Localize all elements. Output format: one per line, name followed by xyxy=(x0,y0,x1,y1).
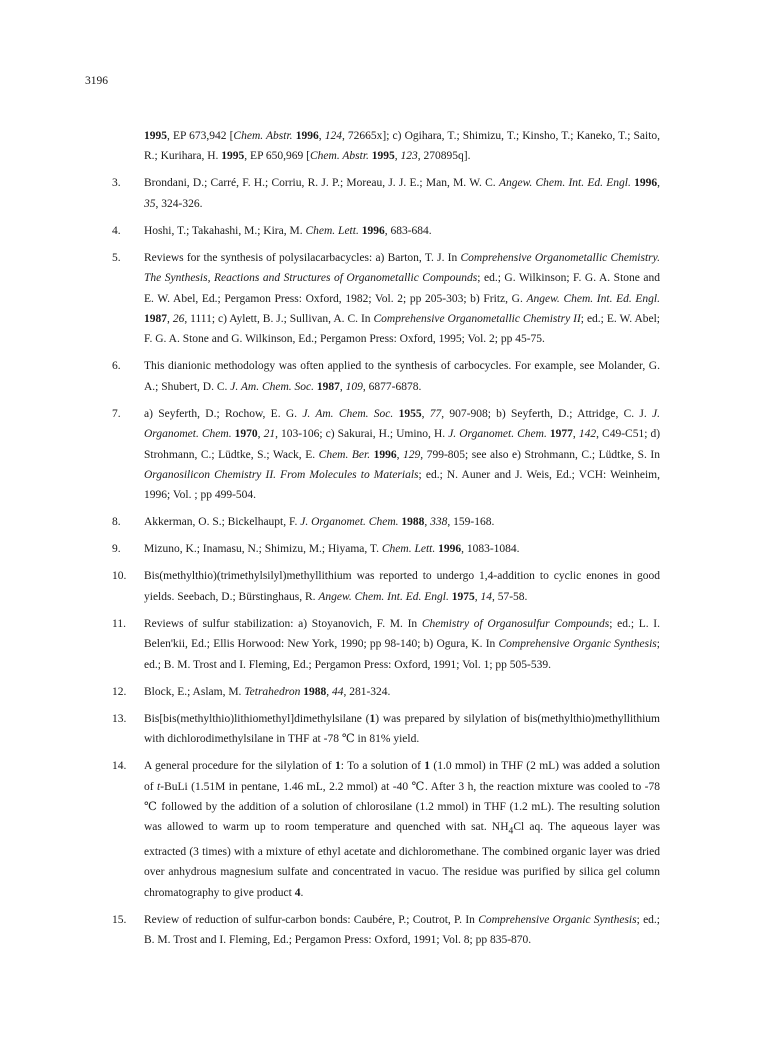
reference-segment: J. Organomet. Chem. xyxy=(448,428,547,441)
reference-segment: Angew. Chem. Int. Ed. Engl. xyxy=(318,590,449,603)
reference-segment: , xyxy=(421,407,430,420)
reference-segment: , xyxy=(474,590,481,603)
reference-segment: ; ed.; N. Auner and J. Weis, Ed.; VCH: Weinheim, 1996; Vol. ; pp 499-504. xyxy=(144,469,660,502)
reference-segment: 35 xyxy=(144,197,156,210)
reference-segment: 1 xyxy=(424,760,431,773)
reference-item xyxy=(112,173,660,214)
reference-item xyxy=(112,126,660,167)
reference-segment: Comprehensive Organometallic Chemistry II xyxy=(373,313,581,326)
reference-segment: 338 xyxy=(430,516,448,529)
reference-segment: , xyxy=(339,380,346,393)
reference-number: 7. xyxy=(112,407,121,420)
reference-segment: Chem. Ber. xyxy=(318,448,371,461)
reference-segment: 1 xyxy=(369,712,376,725)
reference-segment: ; ed.; B. M. Trost and I. Fleming, Ed.; Pergamon Press: Oxford, 1991; Vol. 1; pp 505-539. xyxy=(144,638,660,671)
reference-segment: , 270895q]. xyxy=(417,150,471,163)
reference-segment: Chem. Abstr. xyxy=(310,150,369,163)
reference-number: 15. xyxy=(112,913,127,926)
reference-text xyxy=(144,614,660,675)
reference-segment: : To a solution of xyxy=(340,760,425,773)
reference-segment: 4 xyxy=(508,825,514,837)
reference-segment: Review of reduction of sulfur-carbon bonds: Caubére, P.; Coutrot, P. In xyxy=(144,913,479,926)
reference-item xyxy=(112,404,660,506)
reference-segment: 1995 xyxy=(144,130,167,142)
reference-text xyxy=(144,910,660,951)
reference-number: 6. xyxy=(112,360,121,373)
reference-segment: ; ed.; B. M. Trost and I. Fleming, Ed.; Pergamon Press: Oxford, 1991; Vol. 8; pp 835-870. xyxy=(144,913,660,947)
reference-segment: 1955 xyxy=(398,407,422,420)
reference-text xyxy=(144,756,660,903)
reference-segment: 1995 xyxy=(371,150,395,163)
reference-text xyxy=(144,709,660,750)
reference-segment: ; ed.; E. W. Abel; F. G. A. Stone and G. Wilkinson, Ed.; Pergamon Press: Oxford, 1995; Vol. 2; pp 45-75. xyxy=(144,313,661,346)
reference-segment: , 72665x]; c) Ogihara, T.; Shimizu, T.; Kinsho, T.; Kaneko, T.; Saito, R.; Kurihara, H. xyxy=(144,130,661,163)
reference-segment: Reviews for the synthesis of polysilacarbacycles: a) Barton, T. J. In xyxy=(144,251,461,264)
reference-segment: J. Am. Chem. Soc. xyxy=(230,380,315,393)
reference-segment: Mizuno, K.; Inamasu, N.; Shimizu, M.; Hiyama, T. xyxy=(144,543,382,556)
reference-number: 5. xyxy=(112,251,121,264)
reference-number: 14. xyxy=(112,760,127,773)
reference-segment: , 799-805; see also e) Strohmann, C.; Lüdtke, S. In xyxy=(420,448,660,461)
reference-segment: 1996 xyxy=(634,177,658,190)
reference-text xyxy=(144,566,660,607)
reference-item xyxy=(112,221,660,241)
reference-segment: Organosilicon Chemistry II. From Molecules to Materials xyxy=(144,469,419,482)
reference-segment: , xyxy=(326,685,332,698)
reference-segment: J. Am. Chem. Soc. xyxy=(302,407,394,420)
reference-segment: Chemistry of Organosulfur Compounds xyxy=(421,617,610,630)
reference-segment: 26 xyxy=(172,313,185,326)
reference-segment: Tetrahedron xyxy=(244,685,301,698)
reference-number: 9. xyxy=(112,543,121,556)
reference-segment: Chem. Lett. xyxy=(305,224,359,237)
reference-segment: , xyxy=(318,130,325,142)
reference-segment: 1977 xyxy=(549,428,573,441)
reference-segment: , 1083-1084. xyxy=(461,543,520,556)
reference-segment: 1988 xyxy=(401,516,425,529)
reference-segment: Bis(methylthio)(trimethylsilyl)methyllithium was reported to undergo 1,4-addition to cyclic enones in good yields. Seebach, D.; Bürstinghaus, R. xyxy=(144,570,660,603)
reference-segment: , xyxy=(572,428,579,441)
reference-segment: . xyxy=(300,886,304,899)
reference-segment: 1996 xyxy=(295,130,319,142)
reference-segment: , 683-684. xyxy=(384,224,432,237)
reference-segment: 77 xyxy=(429,407,442,420)
reference-number: 13. xyxy=(112,712,127,725)
reference-segment: 4 xyxy=(294,886,301,899)
reference-segment: 1970 xyxy=(234,428,258,441)
reference-segment: Comprehensive Organic Synthesis xyxy=(478,913,637,926)
reference-item xyxy=(112,756,660,903)
reference-segment: J. Organomet. Chem. xyxy=(144,407,661,441)
reference-segment: 1988 xyxy=(303,685,327,698)
page-number: 3196 xyxy=(85,75,108,87)
reference-segment: A general procedure for the silylation of xyxy=(144,760,335,773)
reference-segment: , xyxy=(424,516,431,529)
reference-segment: 124 xyxy=(324,130,342,142)
reference-segment: Block, E.; Aslam, M. xyxy=(144,685,245,698)
reference-text xyxy=(144,173,660,214)
reference-list xyxy=(112,126,660,957)
reference-segment: , 907-908; b) Seyferth, D.; Attridge, C. J. xyxy=(441,407,653,420)
reference-segment: , 324-326. xyxy=(155,197,203,210)
reference-segment: 1996 xyxy=(438,543,462,556)
reference-segment: Bis[bis(methylthio)lithiomethyl]dimethylsilane ( xyxy=(144,712,370,725)
reference-segment: 14 xyxy=(480,590,492,603)
reference-text xyxy=(144,682,660,702)
reference-segment: 1996 xyxy=(361,224,385,237)
reference-segment: Hoshi, T.; Takahashi, M.; Kira, M. xyxy=(144,224,306,237)
reference-segment: Comprehensive Organic Synthesis xyxy=(498,638,657,651)
reference-segment: t xyxy=(157,780,161,793)
reference-segment: , 159-168. xyxy=(447,516,495,529)
reference-segment: 1996 xyxy=(373,448,397,461)
reference-segment: 1975 xyxy=(451,590,475,603)
reference-item xyxy=(112,566,660,607)
reference-segment: Reviews of sulfur stabilization: a) Stoyanovich, F. M. In xyxy=(144,617,422,630)
reference-segment: , 1111; c) Aylett, B. J.; Sullivan, A. C. In xyxy=(184,313,374,326)
reference-segment: Comprehensive Organometallic Chemistry. The Synthesis, Reactions and Structures of Organometallic Compounds xyxy=(144,251,660,285)
reference-number: 3. xyxy=(112,177,121,190)
reference-text xyxy=(144,539,660,559)
reference-segment: , EP 673,942 [ xyxy=(167,130,234,142)
reference-segment: ; ed.; G. Wilkinson; F. G. A. Stone and E. W. Abel, Ed.; Pergamon Press: Oxford, 1982; Vol. 2; pp 205-303; b) Fritz, G. xyxy=(144,272,660,305)
reference-number: 10. xyxy=(112,570,127,583)
reference-item xyxy=(112,539,660,559)
reference-segment: a) Seyferth, D.; Rochow, E. G. xyxy=(144,407,303,420)
reference-segment: Chem. Lett. xyxy=(381,543,436,556)
reference-segment: , 281-324. xyxy=(343,685,391,698)
reference-segment: 109 xyxy=(345,380,363,393)
reference-segment: -BuLi (1.51M in pentane, 1.46 mL, 2.2 mmol) at -40 ℃. After 3 h, the reaction mixture was cooled to -78 ℃ followed by the addition of a solution of chlorosilane (1.2 mmol) in THF (1.2 mL). The resulting solution was allowed to warm up to room temperature and quenched with sat. NH xyxy=(144,780,660,834)
reference-text xyxy=(144,356,660,397)
reference-text xyxy=(144,221,660,241)
reference-item xyxy=(112,248,660,350)
reference-item xyxy=(112,910,660,951)
reference-text xyxy=(144,404,660,506)
reference-item xyxy=(112,682,660,702)
reference-segment: , C49-C51; d) Strohmann, C.; Lüdtke, S.; Wack, E. xyxy=(144,428,661,461)
reference-number: 4. xyxy=(112,224,121,237)
reference-segment: Chem. Abstr. xyxy=(233,130,293,142)
reference-item xyxy=(112,709,660,750)
reference-segment: (1.0 mmol) in THF (2 mL) was added a solution of xyxy=(144,760,660,793)
reference-number: 12. xyxy=(112,685,127,698)
reference-number xyxy=(112,126,144,167)
reference-segment: Angew. Chem. Int. Ed. Engl. xyxy=(526,292,660,305)
reference-segment: Cl aq. The aqueous layer was extracted (3 times) with a mixture of ethyl acetate and dichloromethane. The combined organic layer was dried over anhydrous magnesium sulfate and concentrated in vacuo. The residue was purified by silica gel column chromatography to give product xyxy=(144,821,660,899)
reference-segment: ; ed.; L. I. Belen'kii, Ed.; Ellis Horwood: New York, 1990; pp 98-140; b) Ogura, K. In xyxy=(144,617,661,651)
reference-text xyxy=(144,512,660,532)
reference-segment: 123 xyxy=(400,150,418,163)
reference-segment: , xyxy=(657,177,661,190)
reference-segment: 21 xyxy=(263,428,276,441)
reference-segment: , 103-106; c) Sakurai, H.; Umino, H. xyxy=(275,428,449,441)
reference-item xyxy=(112,512,660,532)
reference-segment: , 57-58. xyxy=(491,590,528,603)
reference-segment: 142 xyxy=(578,428,597,441)
reference-item xyxy=(112,356,660,397)
reference-segment: This dianionic methodology was often applied to the synthesis of carbocycles. For example, see Molander, G. A.; Shubert, D. C. xyxy=(144,360,660,393)
reference-segment: 1987 xyxy=(144,313,167,326)
reference-segment: , EP 650,969 [ xyxy=(244,150,310,163)
reference-text xyxy=(144,126,660,167)
reference-segment: Angew. Chem. Int. Ed. Engl. xyxy=(498,177,631,190)
reference-number: 11. xyxy=(112,617,126,630)
reference-item xyxy=(112,614,660,675)
reference-segment: 1995 xyxy=(221,150,245,163)
reference-segment: , xyxy=(394,150,401,163)
reference-segment: ) was prepared by silylation of bis(methylthio)methyllithium with dichlorodimethylsilane in THF at -78 ℃ in 81% yield. xyxy=(144,712,660,746)
reference-segment: J. Organomet. Chem. xyxy=(300,516,399,529)
reference-segment: , xyxy=(396,448,404,461)
reference-segment: , xyxy=(257,428,264,441)
reference-segment: 129 xyxy=(403,448,421,461)
reference-text xyxy=(144,248,660,350)
reference-segment: 1 xyxy=(334,760,341,773)
reference-segment: Akkerman, O. S.; Bickelhaupt, F. xyxy=(144,516,301,529)
reference-segment: 44 xyxy=(331,685,344,698)
reference-segment: , 6877-6878. xyxy=(362,380,422,393)
reference-segment: 1987 xyxy=(316,380,340,393)
reference-number: 8. xyxy=(112,516,121,529)
reference-segment: Brondani, D.; Carré, F. H.; Corriu, R. J. P.; Moreau, J. J. E.; Man, M. W. C. xyxy=(144,177,499,190)
reference-segment: , xyxy=(167,313,173,326)
